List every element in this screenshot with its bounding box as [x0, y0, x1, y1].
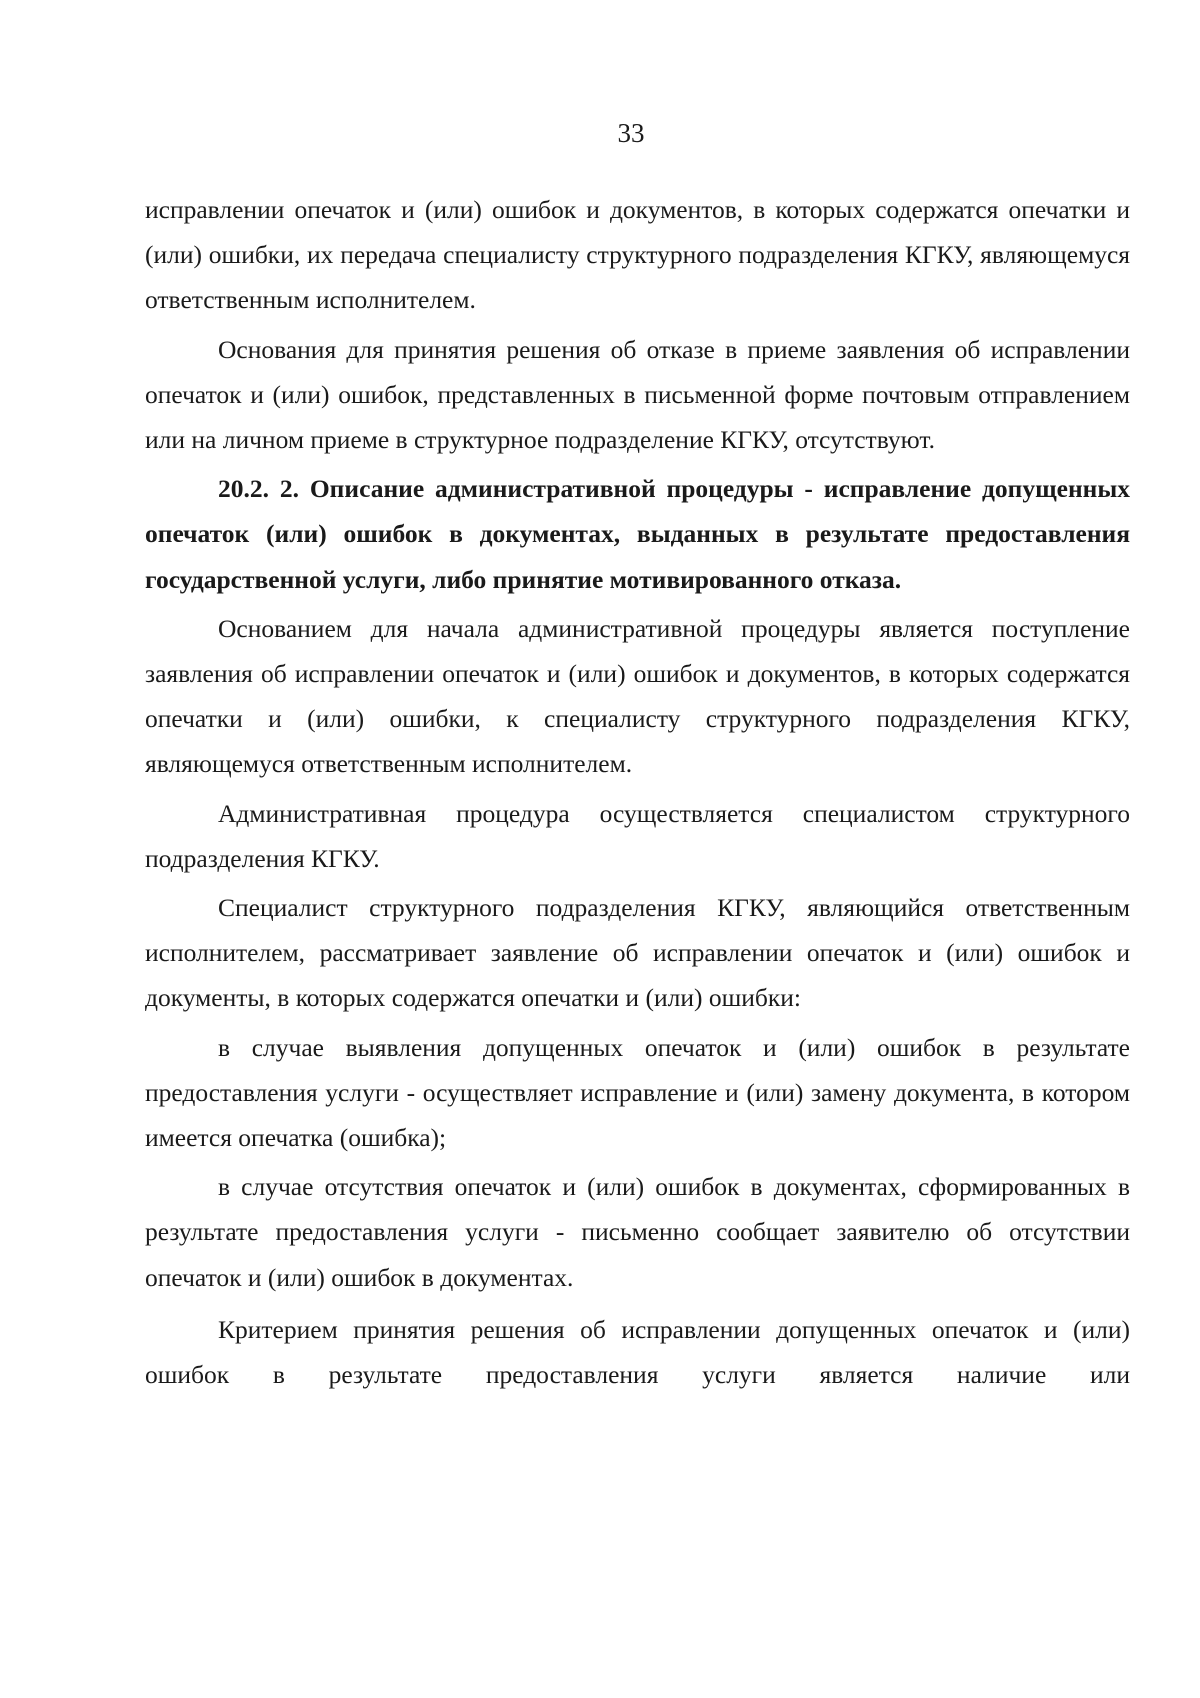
- paragraph-decision-criterion: Критерием принятия решения об исправлении допущенных опечаток и (или) ошибок в результате предоставления услуги является наличие или: [145, 1314, 1130, 1390]
- paragraph-specialist-review: Специалист структурного подразделения КГКУ, являющийся ответственным исполнителем, рассматривает заявление об исправлении опечаток и (или) ошибок и документы, в которых содержатся опечатки и (или) ошибки:: [145, 893, 1130, 1013]
- section-heading-20-2-2: 20.2. 2. Описание административной процедуры - исправление допущенных опечаток (или) ошибок в документах, выданных в результате предоставления государственной услуги, либо принятие мотивированного отказа.: [145, 474, 1130, 594]
- paragraph-refusal-grounds: Основания для принятия решения об отказе в приеме заявления об исправлении опечаток и (или) ошибок, представленных в письменной форме почтовым отправлением или на личном приеме в структурное подразделение КГКУ, отсутствуют.: [145, 334, 1130, 455]
- document-body: [145, 187, 1130, 1397]
- paragraph-no-errors: в случае отсутствия опечаток и (или) ошибок в документах, сформированных в результате предоставления услуги - письменно сообщает заявителю об отсутствии опечаток и (или) ошибок в документах.: [145, 1172, 1130, 1292]
- paragraph-procedure-basis: Основанием для начала административной процедуры является поступление заявления об исправлении опечаток и (или) ошибок и документов, в которых содержатся опечатки и (или) ошибки, к специалисту структурного подразделения КГКУ, являющемуся ответственным исполнителем.: [145, 613, 1130, 779]
- paragraph-procedure-performer: Административная процедура осуществляется специалистом структурного подразделения КГКУ.: [145, 798, 1130, 873]
- paragraph-errors-found: в случае выявления допущенных опечаток и (или) ошибок в результате предоставления услуги - осуществляет исправление и (или) замену документа, в котором имеется опечатка (ошибка);: [145, 1032, 1130, 1153]
- page-number: 33: [617, 118, 645, 148]
- paragraph-continuation: исправлении опечаток и (или) ошибок и документов, в которых содержатся опечатки и (или) ошибки, их передача специалисту структурного подразделения КГКУ, являющемуся ответственным исполнителем.: [145, 195, 1130, 315]
